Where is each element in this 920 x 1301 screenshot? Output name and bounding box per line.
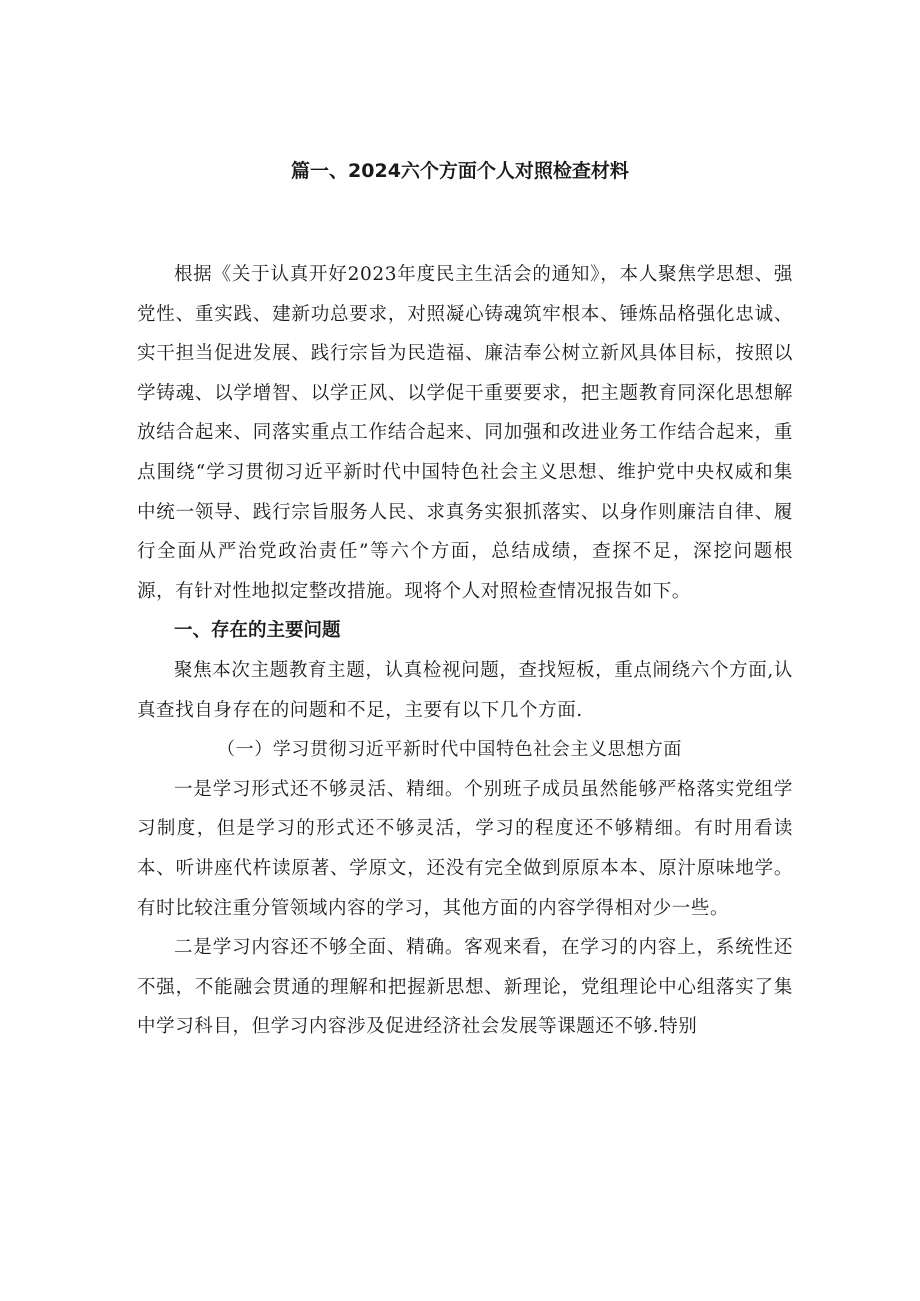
document-title: 篇一、2024六个方面个人对照检查材料 xyxy=(291,160,629,182)
section-intro-paragraph: 聚焦本次主题教育主题，认真检视问题，查找短板，重点闹绕六个方面,认真查找自身存在的问题和不足，主要有以下几个方面. xyxy=(137,659,793,721)
intro-paragraph: 根据《关于认真开好2023年度民主生活会的通知》，本人聚焦学思想、强党性、重实践、建新功总要求，对照凝心铸魂筑牢根本、锤炼品格强化忠诚、实干担当促进发展、践行宗旨为民造福、廉洁奉公树立新风具体目标，按照以学铸魂、以学增智、以学正风、以学促干重要要求，把主题教育同深化思想解放结合起来、同落实重点工作结合起来、同加强和改进业务工作结合起来，重点围绕“学习贯彻习近平新时代中国特色社会主义思想、维护党中央权威和集中统一领导、践行宗旨服务人民、求真务实狠抓落实、以身作则廉洁自律、履行全面从严治党政治责任”等六个方面，总结成绩，查探不足，深挖问题根源，有针对性地拟定整改措施。现将个人对照检查情况报告如下。 xyxy=(137,264,793,602)
document-body xyxy=(137,255,793,1047)
section-heading-main-problems: 一、存在的主要问题 xyxy=(174,620,341,642)
point-one-paragraph: 一是学习形式还不够灵活、精细。个别班子成员虽然能够严格落实党组学习制度，但是学习的形式还不够灵活，学习的程度还不够精细。有时用看读本、听讲座代杵读原著、学原文，还没有完全做到原原本本、原汁原味地学。有时比较注重分管领域内容的学习，其他方面的内容学得相对少一些。 xyxy=(137,778,793,919)
point-two-paragraph: 二是学习内容还不够全面、精确。客观来看，在学习的内容上，系统性还不强，不能融会贯通的理解和把握新思想、新理论，党组理论中心组落实了集中学习科目，但学习内容涉及促进经济社会发展等课题还不够.特别 xyxy=(137,937,793,1038)
subsection-heading-study: （一）学习贯彻习近平新时代中国特色社会主义思想方面 xyxy=(217,739,682,761)
